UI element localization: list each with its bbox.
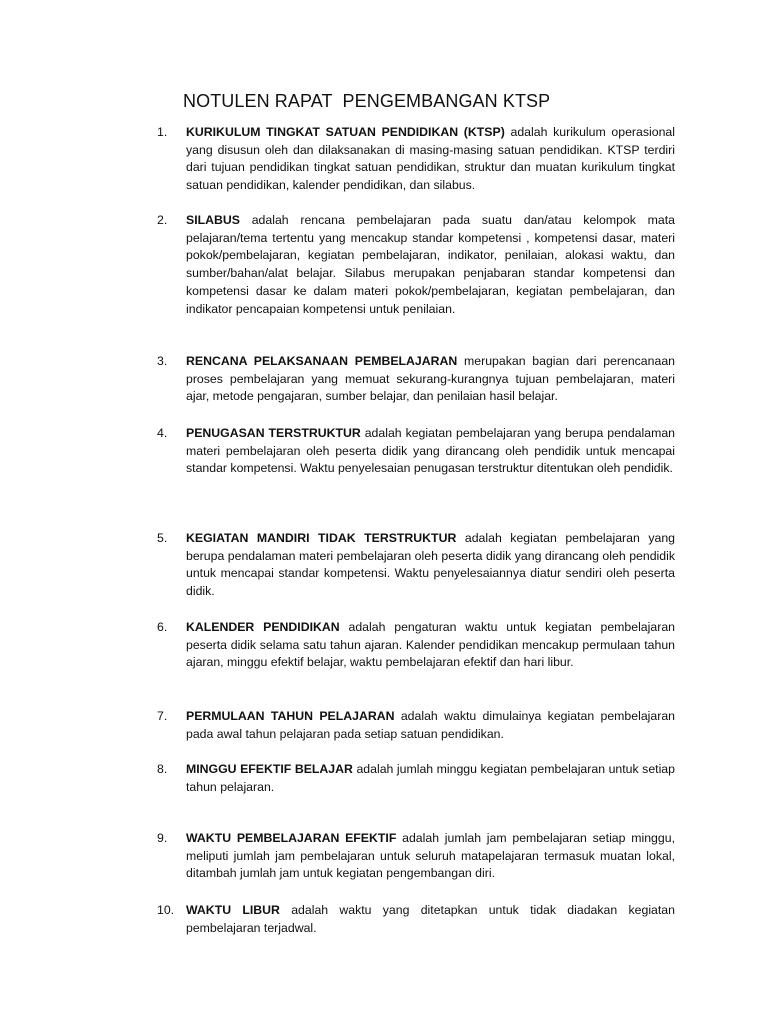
item-number: 8.: [157, 762, 168, 776]
item-number: 2.: [157, 213, 168, 227]
list-item-2: [157, 212, 675, 318]
item-number: 4.: [157, 426, 168, 440]
item-number: 3.: [157, 354, 168, 368]
item-definition: adalah rencana pembelajaran pada suatu dan/atau kelompok mata pelajaran/tema tertentu yang mencakup standar kompetensi , kompetensi dasar, materi pokok/pembelajaran, kegiatan pembelajaran, indikator, penilaian, alokasi waktu, dan sumber/bahan/alat belajar. Silabus merupakan penjabaran standar kompetensi dan kompetensi dasar ke dalam materi pokok/pembelajaran, kegiatan pembelajaran, dan indikator pencapaian kompetensi untuk penilaian.: [186, 213, 675, 316]
item-definition: adalah jumlah minggu kegiatan pembelajaran untuk setiap tahun pelajaran.: [186, 762, 675, 794]
list-item-3: [157, 353, 675, 406]
item-text: [186, 530, 675, 601]
item-definition: adalah kegiatan pembelajaran yang berupa pendalaman materi pembelajaran oleh peserta didik yang dirancang oleh pendidik untuk mencapai standar kompetensi. Waktu penyelesaian penugasan terstruktur ditentukan oleh pendidik.: [186, 426, 675, 476]
item-definition: adalah waktu yang ditetapkan untuk tidak diadakan kegiatan pembelajaran terjadwal.: [186, 903, 675, 935]
item-number: 1.: [157, 125, 168, 139]
list-item-7: [157, 708, 675, 743]
page-title: NOTULEN RAPAT PENGEMBANGAN KTSP: [183, 91, 551, 111]
item-term: SILABUS: [186, 213, 240, 227]
item-definition: adalah kegiatan pembelajaran yang berupa pendalaman materi pembelajaran oleh peserta didik yang dirancang oleh pendidik untuk mencapai standar kompetensi. Waktu penyelesaiannya diatur sendiri oleh peserta didik.: [186, 531, 676, 599]
item-term: KURIKULUM TINGKAT SATUAN PENDIDIKAN (KTSP): [186, 125, 505, 139]
item-term: KEGIATAN MANDIRI TIDAK TERSTRUKTUR: [186, 531, 457, 545]
item-term: MINGGU EFEKTIF BELAJAR: [186, 762, 353, 776]
item-text: [186, 353, 675, 406]
item-number: 7.: [157, 709, 168, 723]
item-text: [186, 761, 675, 796]
item-definition: adalah waktu dimulainya kegiatan pembelajaran pada awal tahun pelajaran pada setiap satuan pendidikan.: [186, 709, 676, 741]
list-item-5: [157, 530, 675, 601]
item-term: PENUGASAN TERSTRUKTUR: [186, 426, 361, 440]
item-definition: adalah pengaturan waktu untuk kegiatan pembelajaran peserta didik selama satu tahun ajaran. Kalender pendidikan mencakup permulaan tahun ajaran, minggu efektif belajar, waktu pembelajaran efektif dan hari libur.: [186, 620, 675, 670]
item-number: 10.: [157, 903, 175, 917]
item-text: [186, 425, 675, 478]
list-item-1: [157, 124, 675, 195]
item-term: KALENDER PENDIDIKAN: [186, 620, 340, 634]
item-text: [186, 212, 675, 318]
item-text: [186, 830, 675, 883]
item-definition: adalah kurikulum operasional yang disusun oleh dan dilaksanakan di masing-masing satuan pendidikan. KTSP terdiri dari tujuan pendidikan tingkat satuan pendidikan, struktur dan muatan kurikulum tingkat satuan pendidikan, kalender pendidikan, dan silabus.: [186, 125, 675, 193]
list-item-9: [157, 830, 675, 883]
item-term: RENCANA PELAKSANAAN PEMBELAJARAN: [186, 354, 458, 368]
item-term: WAKTU LIBUR: [186, 903, 280, 917]
item-definition: adalah jumlah jam pembelajaran setiap minggu, meliputi jumlah jam pembelajaran untuk seluruh matapelajaran termasuk muatan lokal, ditambah jumlah jam untuk kegiatan pengembangan diri.: [186, 831, 675, 881]
item-text: [186, 708, 675, 743]
item-text: [186, 902, 675, 937]
list-item-10: [157, 902, 675, 937]
item-term: WAKTU PEMBELAJARAN EFEKTIF: [186, 831, 397, 845]
item-term: PERMULAAN TAHUN PELAJARAN: [186, 709, 395, 723]
item-definition: merupakan bagian dari perencanaan proses pembelajaran yang memuat sekurang-kurangnya tujuan pembelajaran, materi ajar, metode pengajaran, sumber belajar, dan penilaian hasil belajar.: [186, 354, 675, 404]
item-text: [186, 124, 675, 195]
item-number: 6.: [157, 620, 168, 634]
item-number: 5.: [157, 531, 168, 545]
list-item-4: [157, 425, 675, 478]
list-item-6: [157, 619, 675, 672]
list-item-8: [157, 761, 675, 796]
item-text: [186, 619, 675, 672]
item-number: 9.: [157, 831, 168, 845]
